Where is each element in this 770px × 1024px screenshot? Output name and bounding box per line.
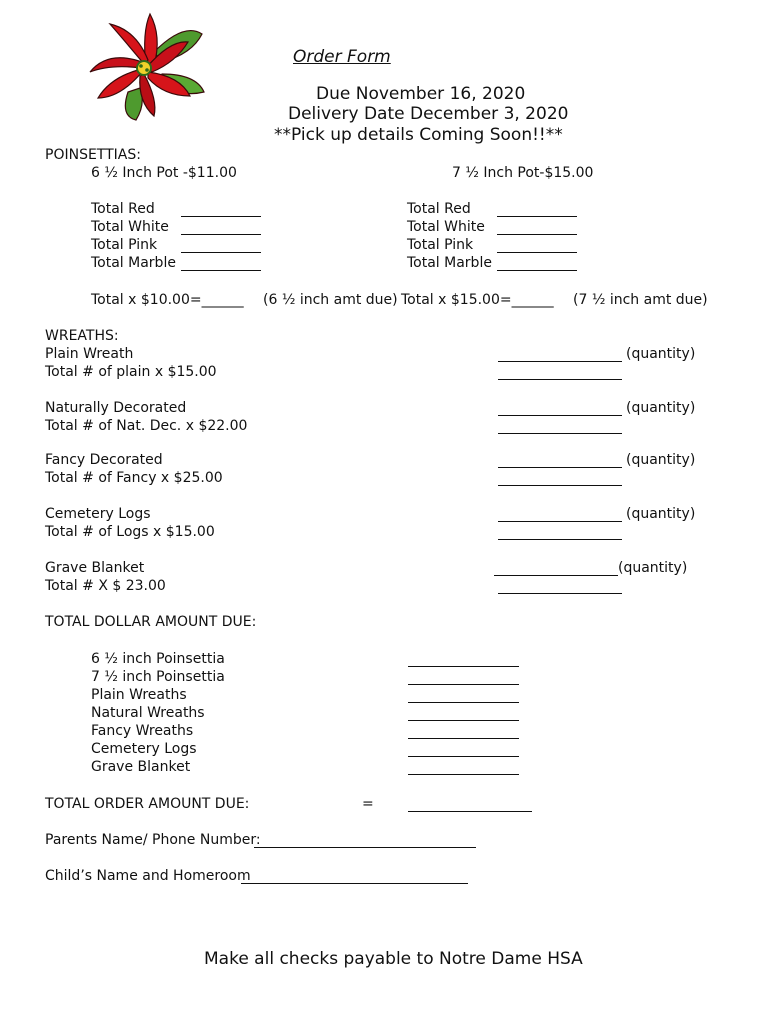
total-order-field[interactable]: [408, 811, 532, 812]
six-pink-field[interactable]: [181, 252, 261, 253]
total-item-label: Cemetery Logs: [91, 741, 197, 757]
seven-white-field[interactable]: [497, 234, 577, 235]
parents-name-label: Parents Name/ Phone Number:: [45, 832, 261, 848]
total-item-label: Natural Wreaths: [91, 705, 205, 721]
wreath-item-name: Plain Wreath: [45, 346, 134, 362]
due-date: Due November 16, 2020: [316, 84, 526, 104]
six-total-white: Total White: [91, 219, 169, 235]
seven-inch-label: 7 ½ Inch Pot-$15.00: [452, 165, 594, 181]
total-amount-field[interactable]: [408, 666, 519, 667]
plain-quantity-field[interactable]: [498, 361, 622, 362]
total-item-label: 7 ½ inch Poinsettia: [91, 669, 225, 685]
seven-inch-amount-note: (7 ½ inch amt due): [573, 292, 708, 308]
checks-payable-note: Make all checks payable to Notre Dame HSA: [204, 949, 583, 969]
seven-inch-total: Total x $15.00=______: [401, 292, 554, 308]
quantity-label: (quantity): [626, 346, 696, 362]
six-total-red: Total Red: [91, 201, 155, 217]
wreath-item-total: Total # of plain x $15.00: [45, 364, 217, 380]
total-item-label: 6 ½ inch Poinsettia: [91, 651, 225, 667]
six-total-pink: Total Pink: [91, 237, 158, 253]
poinsettias-heading: POINSETTIAS:: [45, 147, 141, 163]
form-title: Order Form: [293, 47, 391, 67]
quantity-label: (quantity): [618, 560, 688, 576]
seven-pink-field[interactable]: [497, 252, 577, 253]
six-inch-amount-note: (6 ½ inch amt due): [263, 292, 398, 308]
seven-total-red: Total Red: [407, 201, 471, 217]
wreath-item-total: Total # of Nat. Dec. x $22.00: [45, 418, 248, 434]
natural-total-field[interactable]: [498, 433, 622, 434]
natural-quantity-field[interactable]: [498, 415, 622, 416]
wreath-item-name: Cemetery Logs: [45, 506, 151, 522]
total-amount-field[interactable]: [408, 684, 519, 685]
total-item-label: Grave Blanket: [91, 759, 191, 775]
plain-total-field[interactable]: [498, 379, 622, 380]
pickup-note: **Pick up details Coming Soon!!**: [274, 125, 563, 145]
total-item-label: Fancy Wreaths: [91, 723, 194, 739]
poinsettia-image: [84, 12, 208, 122]
total-amount-field[interactable]: [408, 702, 519, 703]
fancy-total-field[interactable]: [498, 485, 622, 486]
wreaths-heading: WREATHS:: [45, 328, 119, 344]
six-white-field[interactable]: [181, 234, 261, 235]
blanket-quantity-field[interactable]: [494, 575, 618, 576]
wreath-item-total: Total # X $ 23.00: [45, 578, 166, 594]
six-inch-label: 6 ½ Inch Pot -$11.00: [91, 165, 237, 181]
seven-marble-field[interactable]: [497, 270, 577, 271]
total-dollar-heading: TOTAL DOLLAR AMOUNT DUE:: [45, 614, 257, 630]
fancy-quantity-field[interactable]: [498, 467, 622, 468]
six-total-marble: Total Marble: [91, 255, 176, 271]
equals-sign: =: [362, 796, 374, 812]
logs-total-field[interactable]: [498, 539, 622, 540]
six-red-field[interactable]: [181, 216, 261, 217]
six-inch-total: Total x $10.00=______: [91, 292, 244, 308]
total-amount-field[interactable]: [408, 738, 519, 739]
quantity-label: (quantity): [626, 400, 696, 416]
child-name-label: Child’s Name and Homeroom: [45, 868, 251, 884]
wreath-item-total: Total # of Logs x $15.00: [45, 524, 215, 540]
wreath-item-total: Total # of Fancy x $25.00: [45, 470, 223, 486]
seven-total-marble: Total Marble: [407, 255, 492, 271]
wreath-item-name: Naturally Decorated: [45, 400, 187, 416]
delivery-date: Delivery Date December 3, 2020: [288, 104, 569, 124]
total-amount-field[interactable]: [408, 756, 519, 757]
total-amount-field[interactable]: [408, 774, 519, 775]
seven-red-field[interactable]: [497, 216, 577, 217]
total-order-label: TOTAL ORDER AMOUNT DUE:: [45, 796, 250, 812]
blanket-total-field[interactable]: [498, 593, 622, 594]
parents-name-field[interactable]: [254, 847, 476, 848]
seven-total-white: Total White: [407, 219, 485, 235]
child-name-field[interactable]: [241, 883, 468, 884]
seven-total-pink: Total Pink: [407, 237, 474, 253]
total-item-label: Plain Wreaths: [91, 687, 187, 703]
wreath-item-name: Grave Blanket: [45, 560, 145, 576]
wreath-item-name: Fancy Decorated: [45, 452, 163, 468]
total-amount-field[interactable]: [408, 720, 519, 721]
quantity-label: (quantity): [626, 452, 696, 468]
logs-quantity-field[interactable]: [498, 521, 622, 522]
six-marble-field[interactable]: [181, 270, 261, 271]
quantity-label: (quantity): [626, 506, 696, 522]
